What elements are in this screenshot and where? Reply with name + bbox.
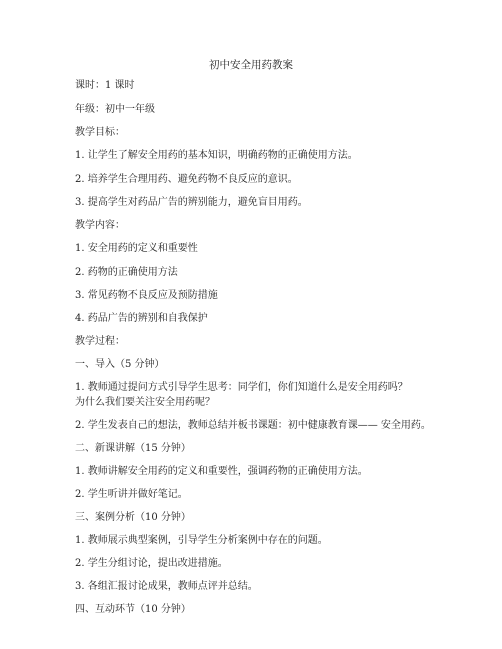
list-item: 2. 药物的正确使用方法 (75, 267, 178, 278)
list-item: 3. 提高学生对药品广告的辨别能力，避免盲目用药。 (75, 197, 308, 208)
step-heading: 一、导入（5 分钟） (75, 359, 165, 370)
list-item: 2. 学生听讲并做好笔记。 (75, 489, 188, 500)
document-title: 初中安全用药教案 (209, 59, 293, 71)
list-item: 2. 学生发表自己的想法，教师总结并板书课题：初中健康教育课—— 安全用药。 (75, 420, 431, 431)
list-item: 1. 教师讲解安全用药的定义和重要性，强调药物的正确使用方法。 (75, 466, 368, 477)
list-item: 1. 教师展示典型案例，引导学生分析案例中存在的问题。 (75, 535, 328, 546)
step-heading: 二、新课讲解（15 分钟） (75, 443, 191, 454)
step-heading: 四、互动环节（10 分钟） (75, 604, 191, 615)
list-item: 2. 培养学生合理用药、避免药物不良反应的意识。 (75, 174, 298, 185)
list-item: 1. 安全用药的定义和重要性 (75, 243, 198, 254)
section-heading: 教学内容： (75, 220, 125, 231)
section-heading: 教学目标： (75, 127, 125, 138)
list-item: 2. 学生分组讨论，提出改进措施。 (75, 558, 228, 569)
list-item: 1. 教师通过提问方式引导学生思考：同学们，你们知道什么是安全用药吗？为什么我们要关注安全用药呢？ (75, 382, 408, 408)
list-item: 4. 药品广告的辨别和自我保护 (75, 313, 208, 324)
section-heading: 教学过程： (75, 336, 125, 347)
list-item: 1. 让学生了解安全用药的基本知识，明确药物的正确使用方法。 (75, 150, 358, 161)
step-heading: 三、案例分析（10 分钟） (75, 512, 191, 523)
text-line: 课时：1 课时 (75, 80, 135, 91)
text-line: 年级：初中一年级 (75, 104, 155, 115)
list-item: 3. 常见药物不良反应及预防措施 (75, 290, 218, 301)
list-item: 3. 各组汇报讨论成果，教师点评并总结。 (75, 581, 258, 592)
